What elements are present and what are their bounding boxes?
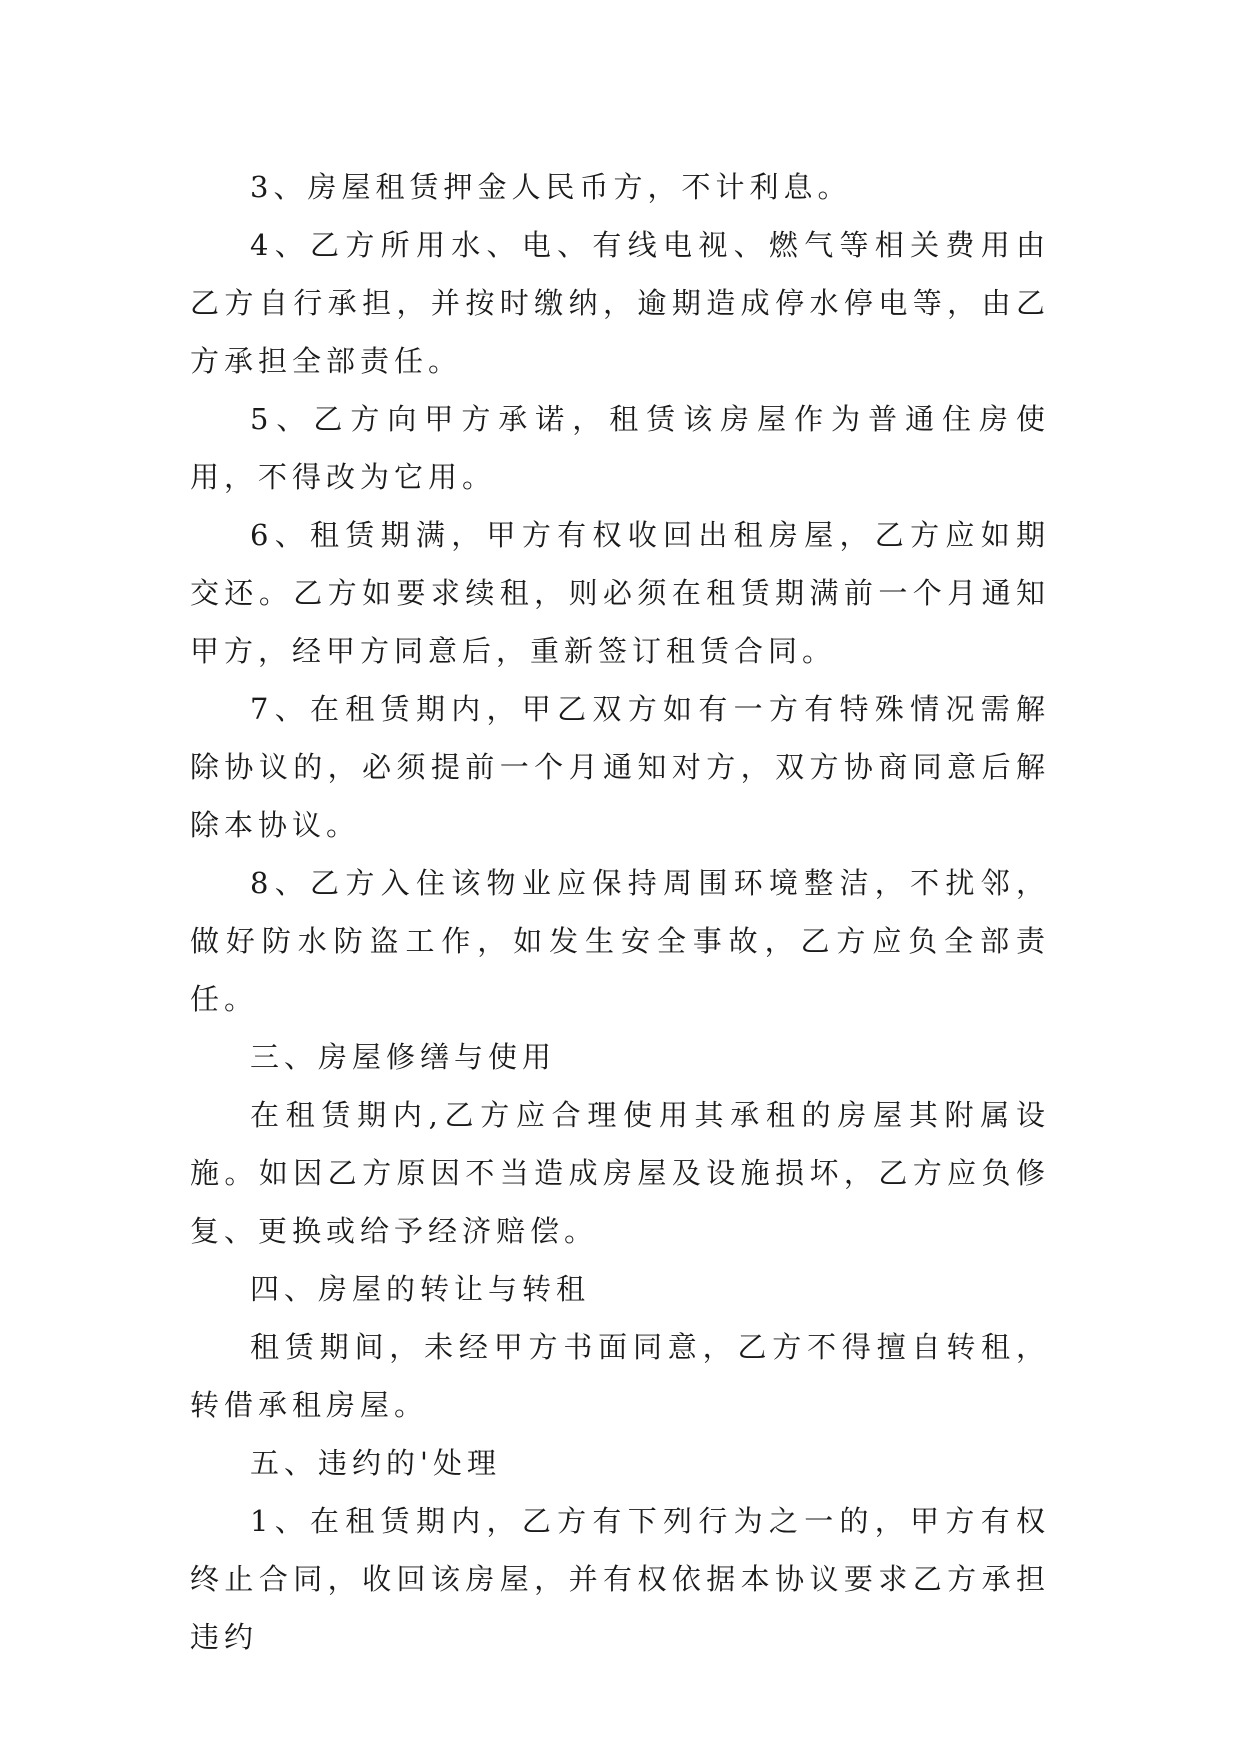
document-body	[190, 158, 1050, 1666]
section-heading-sublet: 四、房屋的转让与转租	[250, 1272, 591, 1306]
paragraph-usage-promise: 5、乙方向甲方承诺，租赁该房屋作为普通住房使用，不得改为它用。	[190, 402, 1050, 494]
paragraph-utilities: 4、乙方所用水、电、有线电视、燃气等相关费用由乙方自行承担，并按时缴纳，逾期造成停水停电等，由乙方承担全部责任。	[190, 228, 1050, 378]
paragraph-termination: 7、在租赁期内，甲乙双方如有一方有特殊情况需解除协议的，必须提前一个月通知对方，双方协商同意后解除本协议。	[190, 692, 1050, 842]
paragraph-repair: 在租赁期内,乙方应合理使用其承租的房屋其附属设施。如因乙方原因不当造成房屋及设施损坏，乙方应负修复、更换或给予经济赔偿。	[190, 1098, 1050, 1248]
paragraph-deposit: 3、房屋租赁押金人民币方，不计利息。	[250, 170, 852, 204]
paragraph-property-care: 8、乙方入住该物业应保持周围环境整洁，不扰邻，做好防水防盗工作，如发生安全事故，乙方应负全部责任。	[190, 866, 1050, 1016]
paragraph-lease-expiry: 6、租赁期满，甲方有权收回出租房屋，乙方应如期交还。乙方如要求续租，则必须在租赁期满前一个月通知甲方，经甲方同意后，重新签订租赁合同。	[190, 518, 1050, 668]
paragraph-sublet: 租赁期间，未经甲方书面同意，乙方不得擅自转租，转借承租房屋。	[190, 1330, 1050, 1422]
section-heading-breach: 五、违约的'处理	[250, 1446, 501, 1480]
paragraph-breach: 1、在租赁期内，乙方有下列行为之一的，甲方有权终止合同，收回该房屋，并有权依据本协议要求乙方承担违约	[190, 1504, 1050, 1654]
section-heading-repair: 三、房屋修缮与使用	[250, 1040, 557, 1074]
